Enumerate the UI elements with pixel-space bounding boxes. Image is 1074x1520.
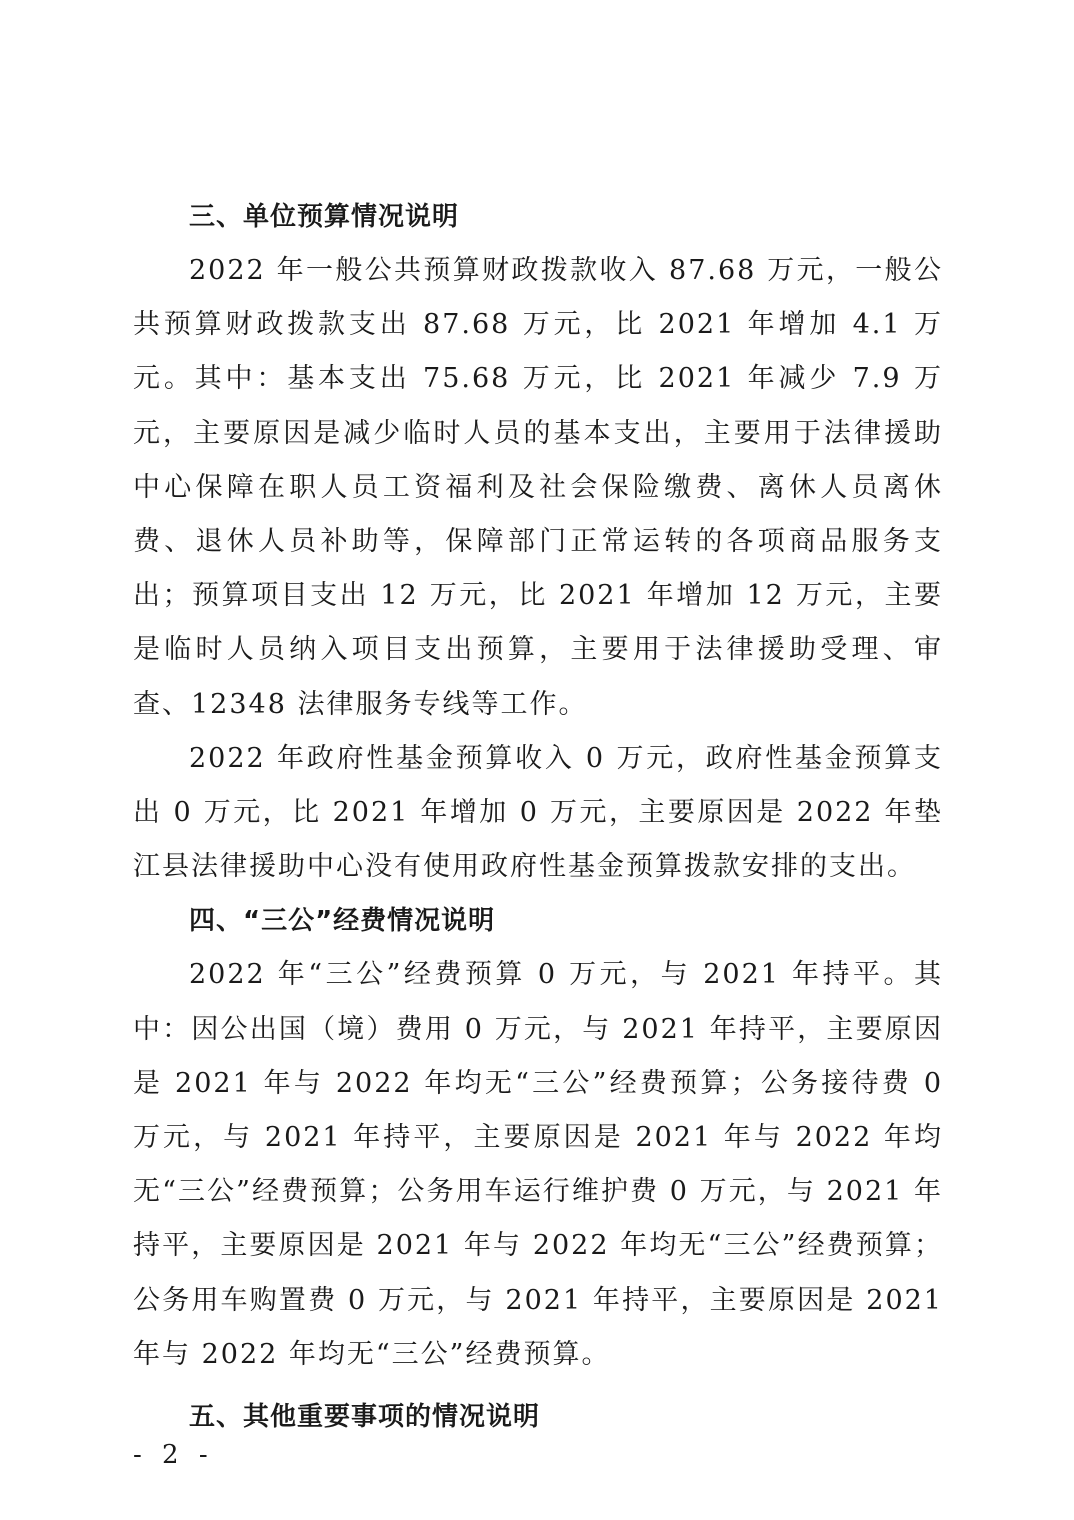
section-heading-three-public: 四、“三公”经费情况说明	[189, 906, 496, 937]
document-body	[133, 190, 943, 1444]
page-number: - 2 -	[133, 1440, 214, 1470]
section-heading-unit-budget: 三、单位预算情况说明	[189, 202, 460, 232]
paragraph-three-public-expenses: 2022 年“三公”经费预算 0 万元，与 2021 年持平。其中：因公出国（境）费用 0 万元，与 2021 年持平，主要原因是 2021 年与 2022 年均无“三公”经费预算；公务接待费 0 万元，与 2021 年持平，主要原因是 2021 年与 2022 年均无“三公”经费预算；公务用车运行维护费 0 万元，与 2021 年持平，主要原因是 2021 年与 2022 年均无“三公”经费预算；公务用车购置费 0 万元，与 2021 年持平，主要原因是 2021 年与 2022 年均无“三公”经费预算。	[133, 959, 943, 1370]
paragraph-general-budget: 2022 年一般公共预算财政拨款收入 87.68 万元，一般公共预算财政拨款支出 87.68 万元，比 2021 年增加 4.1 万元。其中：基本支出 75.68 万元，比 2021 年减少 7.9 万元，主要原因是减少临时人员的基本支出，主要用于法律援助中心保障在职人员工资福利及社会保险缴费、离休人员离休费、退休人员补助等，保障部门正常运转的各项商品服务支出；预算项目支出 12 万元，比 2021 年增加 12 万元，主要是临时人员纳入项目支出预算，主要用于法律援助受理、审查、12348 法律服务专线等工作。	[133, 255, 943, 720]
paragraph-fund-budget: 2022 年政府性基金预算收入 0 万元，政府性基金预算支出 0 万元，比 2021 年增加 0 万元，主要原因是 2022 年垫江县法律援助中心没有使用政府性基金预算拨款安排的支出。	[133, 742, 943, 883]
section-heading-other-matters: 五、其他重要事项的情况说明	[189, 1402, 541, 1433]
